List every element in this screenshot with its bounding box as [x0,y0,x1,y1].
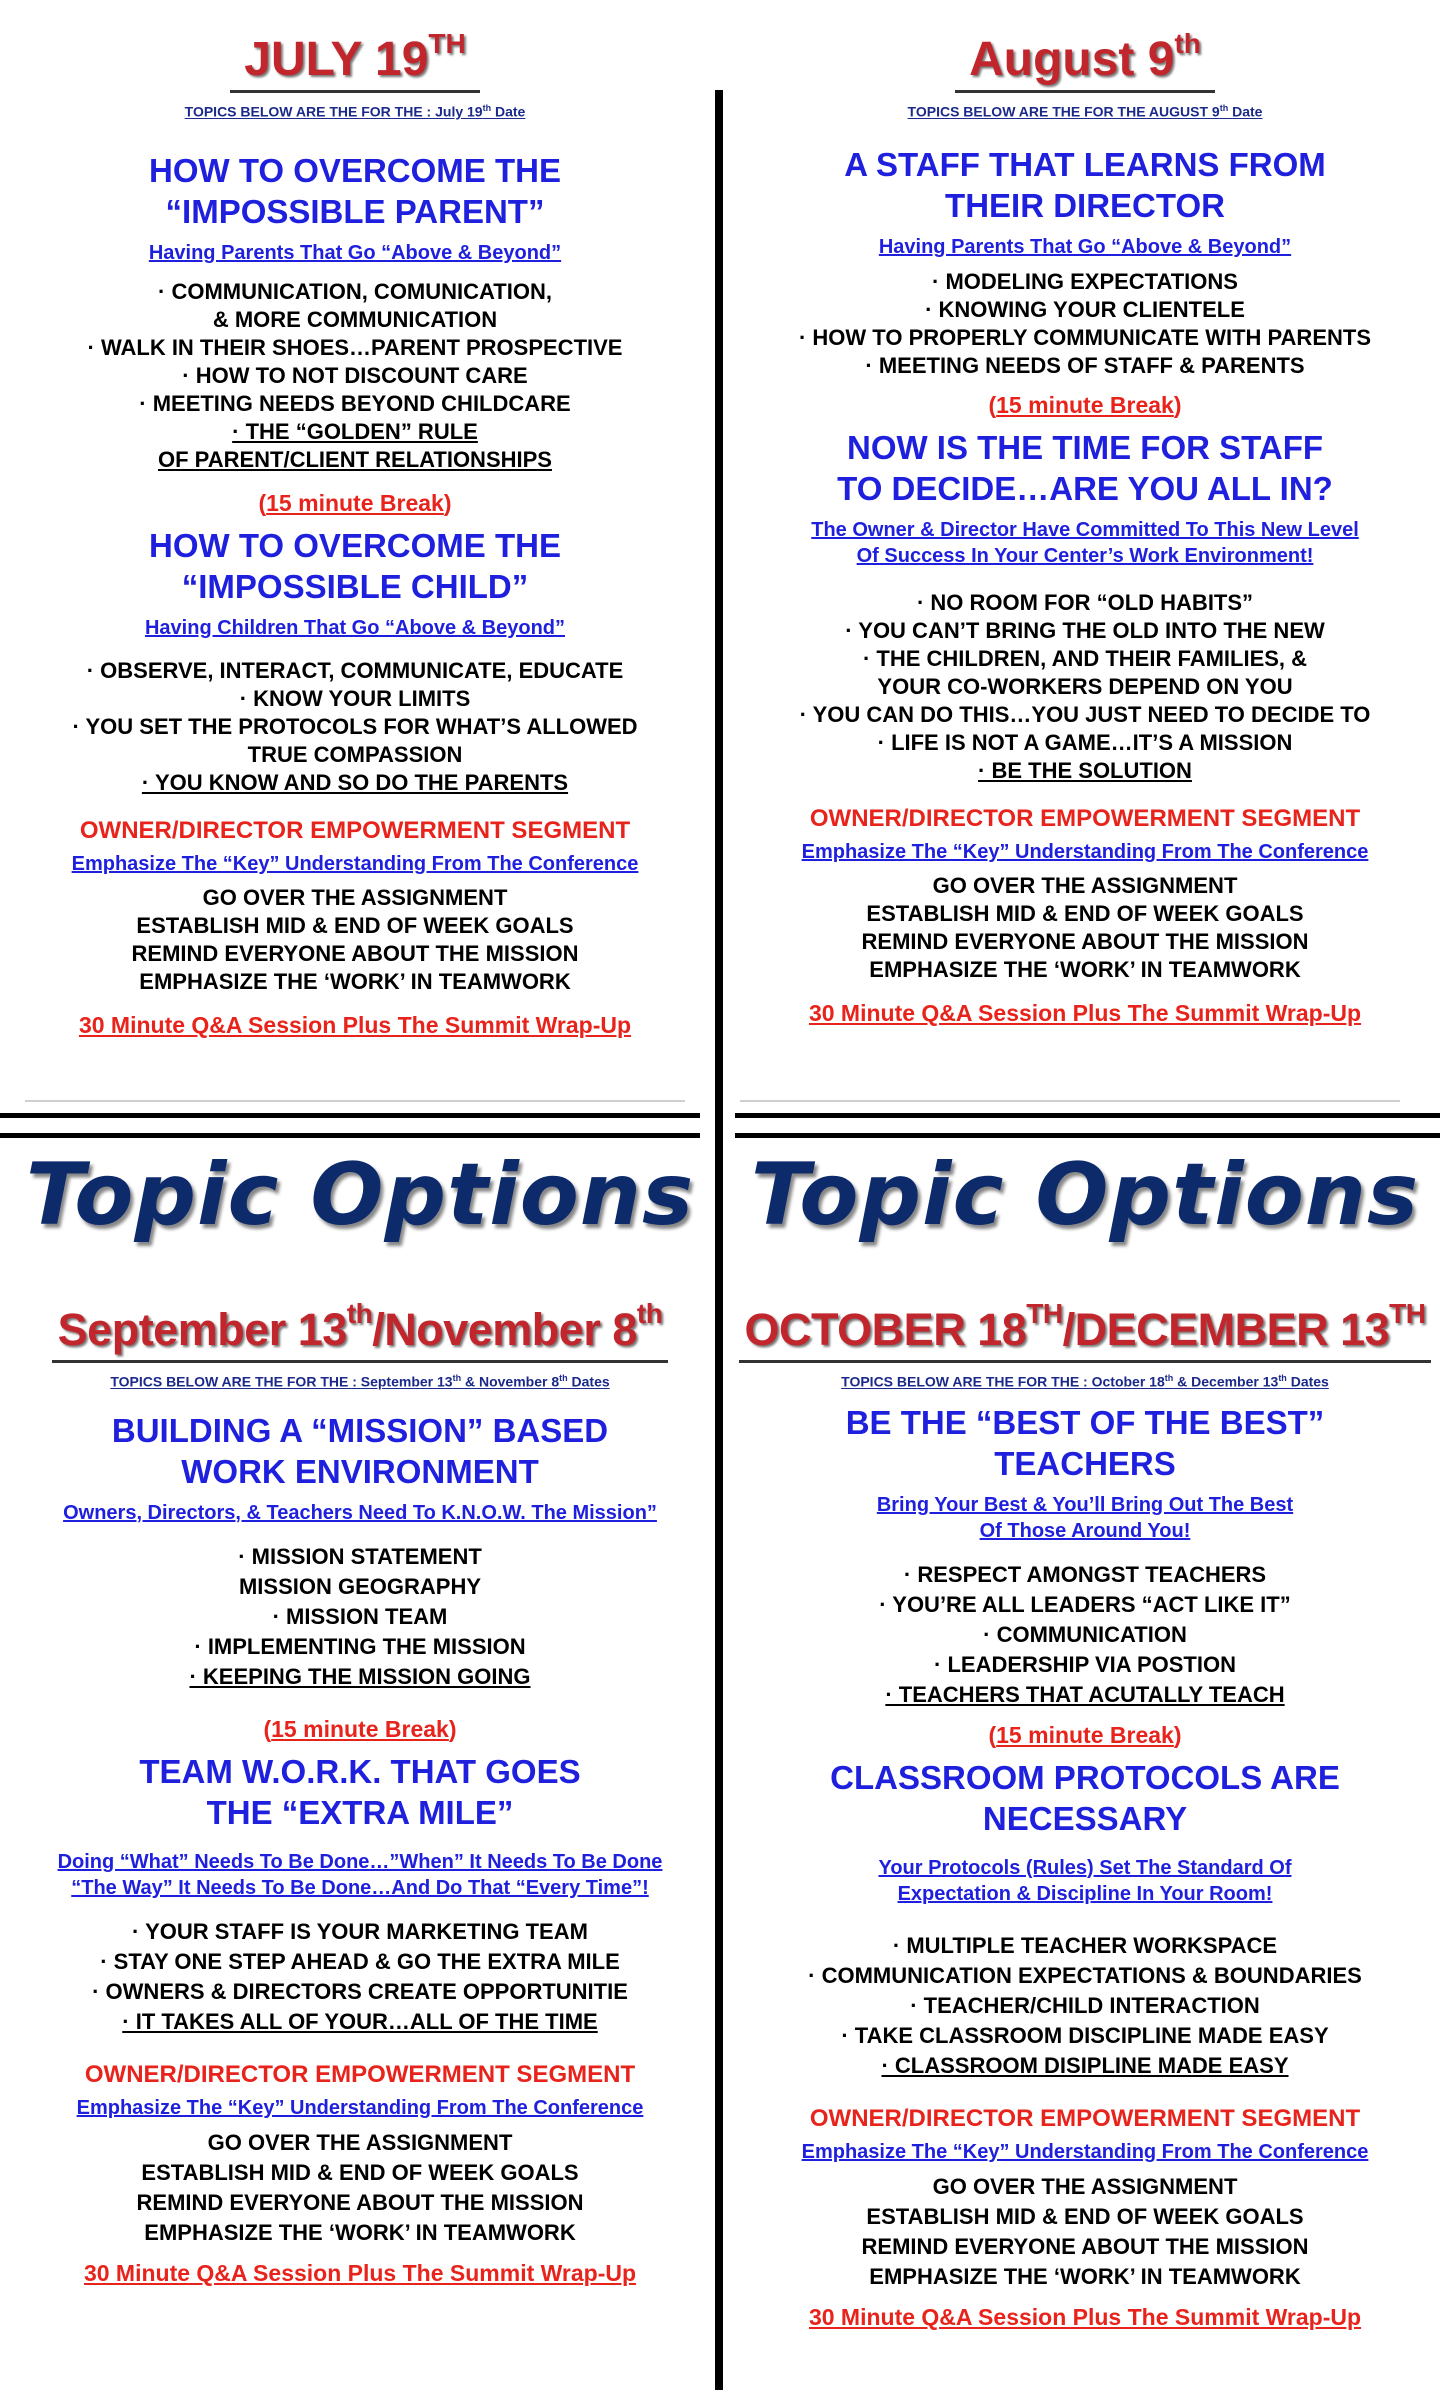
bullet-list: · RESPECT AMONGST TEACHERS · YOU’RE ALL LEADERS “ACT LIKE IT” · COMMUNICATION · LEADERSHIP VIA POSTION · TEACHERS THAT ACUTALLY TEACH [879,1561,1291,1707]
topic-options-right: Topic Options [750,1145,1420,1245]
heading-are-you-all-in: NOW IS THE TIME FOR STAFF TO DECIDE…ARE YOU ALL IN? [837,428,1333,507]
topics-note: TOPICS BELOW ARE THE FOR THE AUGUST 9th Date [907,103,1263,120]
topics-note: TOPICS BELOW ARE THE FOR THE : October 18th & December 13th Dates [841,1373,1329,1390]
qa-session-link[interactable]: 30 Minute Q&A Session Plus The Summit Wrap-Up [808,999,1362,1026]
topics-note: TOPICS BELOW ARE THE FOR THE : July 19th Date [184,103,526,120]
topic-options-left: Topic Options [25,1145,695,1245]
qa-session-link[interactable]: 30 Minute Q&A Session Plus The Summit Wrap-Up [78,1011,632,1038]
august-9-section [730,30,1440,1027]
emphasize-link[interactable]: Emphasize The “Key” Understanding From The Conference [76,2096,644,2119]
date-title: September 13th/November 8th [52,1300,669,1363]
date-title: August 9th [955,30,1215,93]
heading-mission-based: BUILDING A “MISSION” BASED WORK ENVIRONMENT [111,1411,609,1490]
thin-rule-right [740,1100,1400,1102]
break-label: (15 minute Break) [988,391,1182,418]
thin-rule-left [25,1100,685,1102]
emphasize-link[interactable]: Emphasize The “Key” Understanding From The Conference [71,852,639,875]
owner-segment-heading: OWNER/DIRECTOR EMPOWERMENT SEGMENT [84,2060,636,2088]
date-title: OCTOBER 18TH/DECEMBER 13TH [739,1300,1432,1363]
topics-note: TOPICS BELOW ARE THE FOR THE : September 13th & November 8th Dates [110,1373,610,1390]
heading-impossible-parent: HOW TO OVERCOME THE “IMPOSSIBLE PARENT” [149,151,561,230]
closing-list: GO OVER THE ASSIGNMENT ESTABLISH MID & END OF WEEK GOALS REMIND EVERYONE ABOUT THE MISSION EMPHASIZE THE ‘WORK’ IN TEAMWORK [861,872,1309,982]
october-december-section [730,1300,1440,2331]
heading-staff-learns: A STAFF THAT LEARNS FROM THEIR DIRECTOR [844,145,1326,224]
subtitle-link-2[interactable]: Your Protocols (Rules) Set The Standard Of Expectation & Discipline In Your Room! [878,1856,1292,1905]
heading-best-of-best: BE THE “BEST OF THE BEST” TEACHERS [845,1403,1325,1482]
bullet-list: · MODELING EXPECTATIONS · KNOWING YOUR CLIENTELE · HOW TO PROPERLY COMMUNICATE WITH PARENTS · MEETING NEEDS OF STAFF & PARENTS [798,268,1371,378]
owner-segment-heading: OWNER/DIRECTOR EMPOWERMENT SEGMENT [809,2104,1361,2132]
section-rule-right-1 [735,1113,1440,1118]
owner-segment-heading: OWNER/DIRECTOR EMPOWERMENT SEGMENT [79,816,631,844]
section-rule-right-2 [735,1133,1440,1138]
emphasize-link[interactable]: Emphasize The “Key” Understanding From The Conference [801,2140,1369,2163]
owner-segment-heading: OWNER/DIRECTOR EMPOWERMENT SEGMENT [809,804,1361,832]
qa-session-link[interactable]: 30 Minute Q&A Session Plus The Summit Wrap-Up [83,2259,637,2286]
break-label: (15 minute Break) [988,1721,1182,1748]
subtitle-link[interactable]: Having Parents That Go “Above & Beyond” [148,241,562,264]
break-label: (15 minute Break) [258,489,452,516]
qa-session-link[interactable]: 30 Minute Q&A Session Plus The Summit Wrap-Up [808,2303,1362,2330]
bullet-list: · COMMUNICATION, COMUNICATION, & MORE COMMUNICATION · WALK IN THEIR SHOES…PARENT PROSPECTIVE · HOW TO NOT DISCOUNT CARE · MEETING NEEDS BEYOND CHILDCARE · THE “GOLDEN” RULE OF PARENT/CLIENT RELATIONSHIPS [87,278,623,472]
closing-list: GO OVER THE ASSIGNMENT ESTABLISH MID & END OF WEEK GOALS REMIND EVERYONE ABOUT THE MISSION EMPHASIZE THE ‘WORK’ IN TEAMWORK [136,2129,584,2245]
september-november-section [0,1300,720,2287]
date-title: JULY 19TH [230,30,479,93]
subtitle-link[interactable]: Having Parents That Go “Above & Beyond” [878,235,1292,258]
heading-classroom-protocols: CLASSROOM PROTOCOLS ARE NECESSARY [830,1758,1340,1837]
emphasize-link[interactable]: Emphasize The “Key” Understanding From The Conference [801,840,1369,863]
heading-extra-mile: TEAM W.O.R.K. THAT GOES THE “EXTRA MILE” [139,1752,581,1831]
section-rule-left-2 [0,1133,700,1138]
subtitle-link-2[interactable]: Doing “What” Needs To Be Done…”When” It Needs To Be Done “The Way” It Needs To Be Done…And Do That “Every Time”! [57,1850,663,1899]
bullet-list-2: · OBSERVE, INTERACT, COMMUNICATE, EDUCATE · KNOW YOUR LIMITS · YOU SET THE PROTOCOLS FOR WHAT’S ALLOWED TRUE COMPASSION · YOU KNOW AND SO DO THE PARENTS [72,657,638,795]
bullet-list-2: · NO ROOM FOR “OLD HABITS” · YOU CAN’T BRING THE OLD INTO THE NEW · THE CHILDREN, AND THEIR FAMILIES, & YOUR CO-WORKERS DEPEND ON YOU · YOU CAN DO THIS…YOU JUST NEED TO DECIDE TO · LIFE IS NOT A GAME…IT’S A MISSION · BE THE SOLUTION [799,589,1371,783]
break-label: (15 minute Break) [263,1715,457,1742]
subtitle-link[interactable]: Bring Your Best & You’ll Bring Out The Best Of Those Around You! [876,1493,1294,1542]
heading-impossible-child: HOW TO OVERCOME THE “IMPOSSIBLE CHILD” [149,526,561,605]
bullet-list-2: · YOUR STAFF IS YOUR MARKETING TEAM · STAY ONE STEP AHEAD & GO THE EXTRA MILE · OWNERS & DIRECTORS CREATE OPPORTUNITIE · IT TAKES ALL OF YOUR…ALL OF THE TIME [92,1918,628,2034]
section-rule-left-1 [0,1113,700,1118]
closing-list: GO OVER THE ASSIGNMENT ESTABLISH MID & END OF WEEK GOALS REMIND EVERYONE ABOUT THE MISSION EMPHASIZE THE ‘WORK’ IN TEAMWORK [861,2173,1309,2289]
bullet-list: · MISSION STATEMENT MISSION GEOGRAPHY · MISSION TEAM · IMPLEMENTING THE MISSION · KEEPING THE MISSION GOING [189,1543,531,1689]
july-19-section [0,30,710,1039]
subtitle-link-2[interactable]: Having Children That Go “Above & Beyond” [144,616,566,639]
subtitle-link[interactable]: Owners, Directors, & Teachers Need To K.N.O.W. The Mission” [63,1501,657,1524]
bullet-list-2: · MULTIPLE TEACHER WORKSPACE · COMMUNICATION EXPECTATIONS & BOUNDARIES · TEACHER/CHILD INTERACTION · TAKE CLASSROOM DISCIPLINE MADE EASY · CLASSROOM DISIPLINE MADE EASY [808,1932,1362,2078]
closing-list: GO OVER THE ASSIGNMENT ESTABLISH MID & END OF WEEK GOALS REMIND EVERYONE ABOUT THE MISSION EMPHASIZE THE ‘WORK’ IN TEAMWORK [131,884,579,994]
subtitle-link-2[interactable]: The Owner & Director Have Committed To This New Level Of Success In Your Center’s Work Environment! [811,518,1359,567]
